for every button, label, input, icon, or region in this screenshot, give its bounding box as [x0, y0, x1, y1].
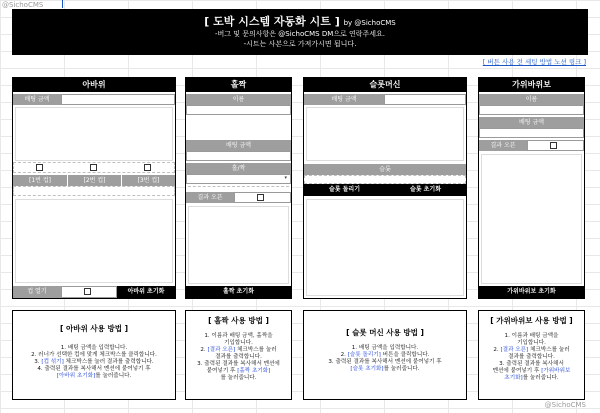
slot-values-row: [304, 175, 466, 184]
watermark-top: @SichoCMS: [2, 1, 44, 9]
rps-result-checkbox[interactable]: [550, 142, 557, 149]
rps-bet-input[interactable]: [479, 128, 584, 138]
slot-reset-button[interactable]: 슬롯 초기화: [385, 184, 466, 196]
holjjak-output-area: [188, 206, 289, 284]
slot-help-title: [ 슬롯 머신 사용 방법 ]: [346, 328, 424, 337]
rps-help-body: 1. 이름과 배팅 금액을 기입합니다. 2. [결과 오픈] 체크박스를 눌러 결과를 출력합니다. 3. 출력된 결과를 복사해서 멘션에 붙여넣기 후 [가위바위보 초기화]를 눌러줍니다.: [492, 333, 571, 381]
ababi-reset-button[interactable]: 아바위 초기화: [117, 286, 175, 298]
slot-output-area: [306, 199, 464, 296]
rps-name-label: 이름: [479, 94, 584, 105]
ababi-result-area: [15, 107, 173, 161]
holjjak-choice-dropdown[interactable]: [186, 174, 291, 184]
slot-panel: [303, 77, 467, 299]
holjjak-name-input[interactable]: [186, 105, 291, 115]
rps-help-box: [478, 310, 585, 400]
slot-display-area: [306, 107, 464, 161]
page-title: [ 도박 시스템 자동화 시트 ] by @SichoCMS: [204, 15, 396, 28]
ababi-bet-label: 배팅 금액: [13, 94, 61, 105]
ababi-open-cup-checkbox[interactable]: [84, 288, 91, 295]
holjjak-bet-input[interactable]: [186, 151, 291, 161]
holjjak-title: 홀짝: [186, 78, 291, 92]
ababi-help-body: 1. 배팅 금액을 입력합니다. 2. 러너가 선택한 컵에 맞게 체크박스를 클릭합니다. 3. [컵 섞기] 체크박스를 눌러 결과를 출력합니다. 4. 출력된 결과를 복사해서 멘션에 붙여넣기 후 [아바위 초기화]를 눌러줍니다.: [31, 345, 157, 379]
rps-panel: [478, 77, 585, 299]
holjjak-help-body: 1. 이름과 배팅 금액, 홀짝을 기입합니다. 2. [결과 오픈] 체크박스를 눌러 결과를 출력합니다. 3. 출력된 결과를 복사해서 멘션에 붙여넣기 후 [홀짝 초기화] 를 눌러줍니다.: [197, 333, 280, 381]
ababi-checkbox-row: [13, 162, 175, 173]
slot-help-body: 1. 배팅 금액을 입력합니다. 2. [슬롯 돌리기] 버튼을 클릭합니다. 3. 출력된 결과를 복사해서 멘션에 붙여넣기 후 [슬롯 초기화]를 눌러줍니다.: [328, 345, 442, 372]
watermark-bottom: @SichoCMS: [544, 401, 586, 409]
ababi-panel: [12, 77, 176, 299]
slot-bet-label: 배팅 금액: [304, 94, 384, 105]
ababi-open-cup-cell: [61, 286, 117, 298]
header-line-1: -버그 및 문의사항은 @SichoCMS DM으로 연락주세요.: [214, 30, 386, 38]
ababi-cup-values: [13, 186, 175, 196]
holjjak-reset-button[interactable]: 홀짝 초기화: [186, 286, 291, 298]
holjjak-divider: [188, 186, 289, 187]
slot-title: 슬롯머신: [304, 78, 466, 92]
chevron-down-icon: ▾: [284, 175, 287, 181]
slot-bet-input[interactable]: [384, 94, 466, 105]
holjjak-name-label: 이름: [186, 94, 291, 105]
slot-spin-button[interactable]: 슬롯 돌리기: [304, 184, 385, 196]
cell-cursor: [62, 0, 63, 8]
rps-help-title: [ 가위바위보 사용 방법 ]: [490, 316, 573, 325]
rps-reset-button[interactable]: 가위바위보 초기화: [479, 286, 584, 298]
ababi-cup3-checkbox[interactable]: [144, 164, 151, 171]
ababi-help-box: [12, 310, 176, 400]
ababi-cup2-checkbox[interactable]: [90, 164, 97, 171]
ababi-open-cup-label: 컵 열기: [13, 286, 61, 298]
holjjak-result-checkbox[interactable]: [257, 194, 264, 201]
ababi-cup2-label: [2번 컵]: [67, 175, 121, 186]
header-banner: [12, 9, 588, 55]
holjjak-help-box: [185, 310, 292, 400]
ababi-bet-input[interactable]: [61, 94, 175, 105]
slot-help-box: [303, 310, 467, 400]
slot-label: 슬롯: [304, 164, 466, 175]
rps-bet-label: 배팅 금액: [479, 117, 584, 128]
ababi-help-title: [ 아바위 사용 방법 ]: [59, 324, 128, 333]
holjjak-result-cell: [234, 192, 291, 203]
ababi-output-area: [15, 199, 173, 283]
ababi-title: 아바위: [13, 78, 175, 92]
holjjak-spacer: [188, 117, 289, 137]
header-line-2: -시트는 사본으로 가져가시면 됩니다.: [243, 40, 357, 48]
ababi-cup3-label: [3번 컵]: [121, 175, 175, 186]
rps-output-area: [481, 154, 582, 284]
ababi-cup1-checkbox[interactable]: [36, 164, 43, 171]
rps-result-cell: [527, 140, 584, 151]
notion-link[interactable]: [ 버튼 사용 전 세팅 방법 노션 링크 ]: [482, 58, 586, 66]
ababi-cup1-label: [1번 컵]: [13, 175, 67, 186]
holjjak-help-title: [ 홀짝 사용 방법 ]: [208, 316, 269, 325]
holjjak-panel: [185, 77, 292, 299]
rps-title: 가위바위보: [479, 78, 584, 92]
holjjak-result-label: 결과 오픈: [186, 192, 234, 203]
rps-result-label: 결과 오픈: [479, 140, 527, 151]
rps-name-input[interactable]: [479, 105, 584, 115]
holjjak-bet-label: 배팅 금액: [186, 140, 291, 151]
holjjak-choice-label: 홀/짝: [186, 163, 291, 174]
